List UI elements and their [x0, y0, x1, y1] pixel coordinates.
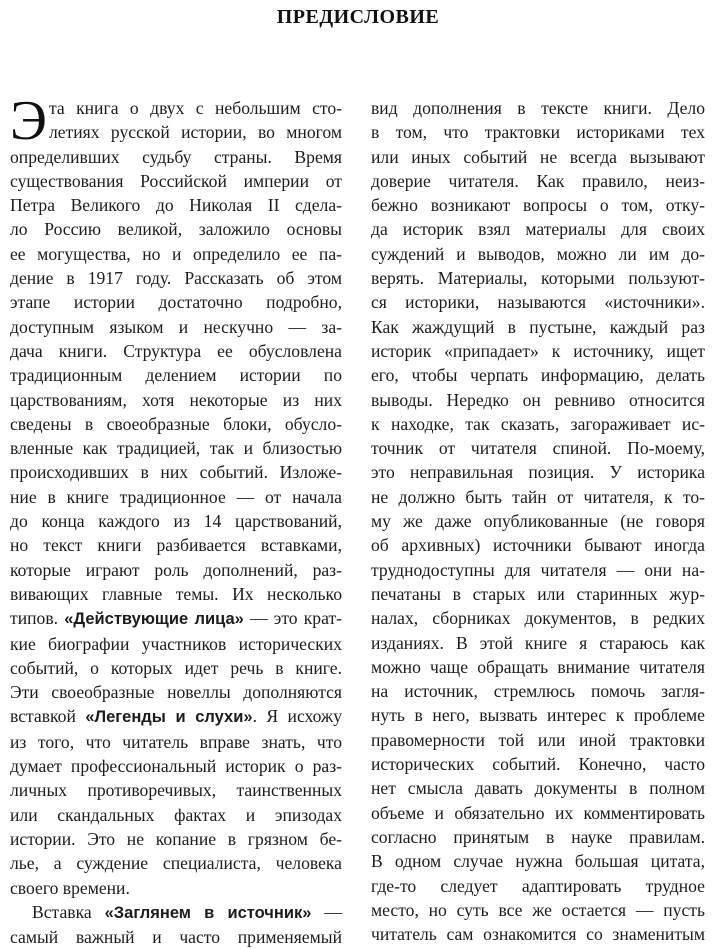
text-span: типов.: [10, 608, 65, 629]
text-span: . Я исхожу: [252, 706, 342, 727]
text-line: существования Российской империи от: [10, 170, 342, 191]
text-line: вивающих главные темы. Их несколько: [10, 583, 342, 604]
text-span: —: [311, 901, 342, 922]
text-span: вставкой: [10, 706, 86, 727]
left-column: [10, 90, 343, 949]
text-line: к находке, так сказать, загораживает ис-: [371, 413, 705, 434]
text-line: читатель сам ознакомится со знаменитым: [371, 924, 705, 945]
text-line: верять. Материалы, которыми пользуют-: [371, 268, 705, 289]
text-line: [10, 704, 342, 729]
text-line: место, но суть все же остается — пусть: [371, 899, 705, 920]
text-line: ние в книге традиционное — от начала: [10, 486, 342, 507]
text-line: историк «припадает» к источнику, ищет: [371, 340, 705, 361]
text-line: точник от читателя спиной. По-моему,: [371, 438, 705, 459]
text-line: происходивших в них событий. Изложе-: [10, 462, 342, 483]
text-line: та книга о двух с небольшим сто-: [48, 98, 342, 118]
text-line: да историк взял материалы для своих: [371, 219, 705, 240]
drop-cap: Э: [10, 90, 47, 152]
text-line: правомерности той или иной трактовки: [371, 729, 705, 750]
text-line: нет смысла давать документы в полном: [371, 778, 705, 799]
page-title: ПРЕДИСЛОВИЕ: [276, 6, 440, 28]
text-line: му же даже опубликованные (не говоря: [371, 511, 705, 532]
text-line: налах, сборниках документов, в редких: [371, 608, 705, 629]
text-line: объеме и обязательно их комментировать: [371, 802, 705, 823]
text-line: Как жаждущий в пустыне, каждый раз: [371, 316, 705, 337]
text-line: царствованиям, хотя некоторые из них: [10, 389, 342, 410]
text-line: печатаны в старых или старинных жур-: [371, 583, 705, 604]
text-line: исторических событий. Конечно, часто: [371, 754, 705, 775]
text-line: определивших судьбу страны. Время: [10, 146, 342, 167]
text-line: Петра Великого до Николая II сдела-: [10, 195, 342, 216]
text-line: традиционным делением истории по: [10, 365, 342, 386]
text-line: думает профессиональный историк о раз-: [10, 756, 342, 777]
text-line: [10, 900, 342, 925]
text-line: согласно принятым в науке правилам.: [371, 826, 705, 847]
text-line: этапе истории достаточно подробно,: [10, 292, 342, 313]
text-span: Вставка: [32, 901, 105, 922]
text-line: своего времени.: [10, 877, 130, 898]
right-column: [371, 96, 705, 946]
text-line: бежно возникают вопросы о том, отку-: [371, 195, 705, 216]
text-line: но текст книги разбивается вставками,: [10, 535, 342, 556]
text-line: из того, что читатель вправе знать, что: [10, 731, 342, 752]
text-line: ее могущества, но и определило ее па-: [10, 243, 342, 264]
text-line: в том, что трактовки историками тех: [371, 122, 705, 143]
text-line: лье, а суждение специалиста, человека: [10, 853, 342, 874]
text-line: или иных событий не всегда вызывают: [371, 146, 705, 167]
text-line: дение в 1917 году. Рассказать об этом: [10, 268, 342, 289]
text-line: об архивных) источники бывают иногда: [371, 535, 705, 556]
text-line: ся историки, называются «источники».: [371, 292, 705, 313]
text-line: вленные как традицией, так и близостью: [10, 438, 342, 459]
text-line: которые играют роль дополнений, раз-: [10, 559, 342, 580]
text-line: ло Россию великой, заложило основы: [10, 219, 342, 240]
text-line: вид дополнения в тексте книги. Дело: [371, 98, 705, 118]
text-line: нуть в него, вызвать интерес к проблеме: [371, 705, 705, 726]
text-line: изданиях. В этой книге я стараюсь как: [371, 632, 705, 653]
text-line: можно чаще обращать внимание читателя: [371, 656, 705, 677]
text-line: выводы. Нередко он ревниво относится: [371, 389, 705, 410]
text-line: его, чтобы черпать информацию, делать: [371, 365, 705, 386]
text-line: личных противоречивых, таинственных: [10, 780, 342, 801]
text-line: доступным языком и нескучно — за-: [10, 316, 342, 337]
text-line: это неправильная позиция. У историка: [371, 462, 705, 483]
text-line: Эти своеобразные новеллы дополняются: [10, 682, 342, 703]
section-name-characters: «Действующие лица»: [64, 610, 244, 629]
text-line: до конца каждого из 14 царствований,: [10, 511, 342, 532]
text-line: на источник, стремлюсь помочь загля-: [371, 681, 705, 702]
text-line: [10, 606, 342, 631]
text-line: кие биографии участников исторических: [10, 633, 342, 654]
section-name-sources: «Заглянем в источник»: [104, 903, 312, 922]
section-name-legends: «Легенды и слухи»: [85, 708, 253, 727]
text-line: самый важный и часто применяемый: [10, 927, 342, 948]
text-line: не должно быть тайн от читателя, к то-: [371, 486, 705, 507]
text-line: В одном случае нужна большая цитата,: [371, 851, 705, 872]
text-line: сведены в своеобразные блоки, обусло-: [10, 413, 342, 434]
text-line: где-то следует адаптировать трудное: [371, 875, 705, 896]
text-line: суждений и выводов, можно ли им до-: [371, 243, 705, 264]
text-line: истории. Это не копание в грязном бе-: [10, 828, 342, 849]
text-line: летиях русской истории, во многом: [48, 122, 342, 143]
text-line: событий, о которых идет речь в книге.: [10, 657, 342, 678]
text-line: или скандальных фактах и эпизодах: [10, 804, 342, 825]
text-line: дача книги. Структура ее обусловлена: [10, 340, 342, 361]
text-line: доверие читателя. Как правило, неиз-: [371, 170, 705, 191]
text-span: — это крат-: [243, 608, 343, 629]
text-line: труднодоступны для читателя — они на-: [371, 559, 705, 580]
